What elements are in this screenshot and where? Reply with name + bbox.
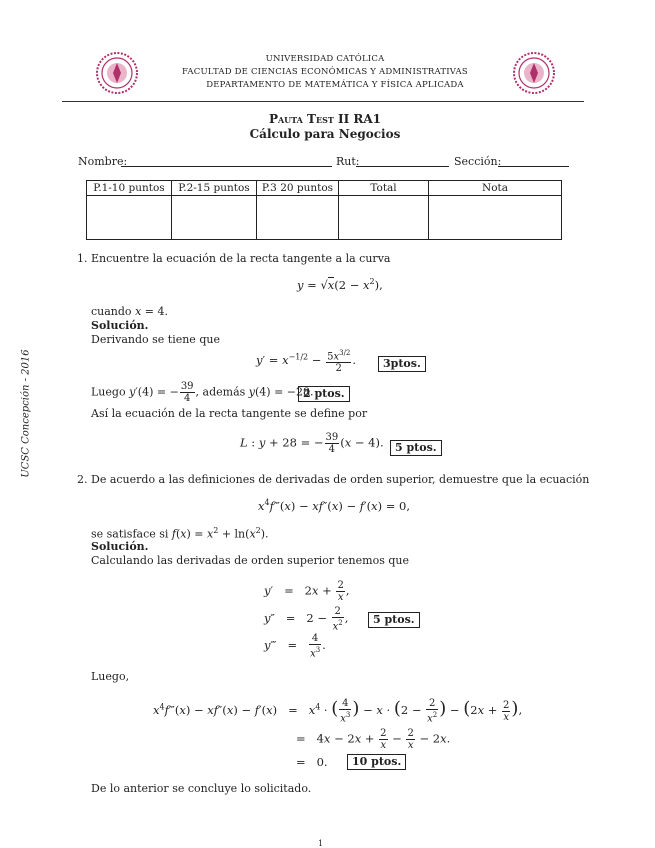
- q2-second-derivative: y″ = 2 − $\frac{2}{x^2}$ ,: [264, 606, 349, 633]
- q1-points-5: 5 ptos.: [390, 440, 442, 456]
- q1-derivative: $y' = x^{-1/2}$ − $\frac{5x^{3/2}}{2}$ .: [256, 349, 357, 375]
- q1-points-3: 3ptos.: [378, 356, 426, 372]
- rut-field[interactable]: [356, 166, 449, 167]
- q1-values: Luego y′(4) = − $\frac{39}{4}$ , además y(4) = −28.: [91, 381, 314, 404]
- q2-points-5: 5 ptos.: [368, 612, 420, 628]
- q2-number: 2.: [77, 473, 88, 486]
- q2-substitution-line3: = 0.: [296, 755, 328, 769]
- rut-label: Rut:: [336, 155, 360, 168]
- name-field[interactable]: [121, 166, 332, 167]
- q1-statement: Encuentre la ecuación de la recta tangente a la curva: [91, 252, 391, 265]
- section-field[interactable]: [498, 166, 569, 167]
- university-seal-left-icon: [95, 51, 139, 95]
- q1-when: cuando x = 4.: [91, 305, 168, 318]
- q2-substitution-line2: = 4x − 2x + $\frac{2}{x}$ − $\frac{2}{x}$ − 2x.: [296, 728, 451, 751]
- q2-luego: Luego,: [91, 670, 130, 683]
- q1-asi: Así la ecuación de la recta tangente se define por: [91, 407, 368, 420]
- name-label: Nombre:: [78, 155, 128, 168]
- header-divider: [62, 101, 584, 102]
- q1-curve-equation: $y = √x(2 - x^2)$,: [297, 277, 383, 292]
- page-number: 1: [318, 839, 324, 848]
- header-university: UNIVERSIDAD CATÓLICA: [265, 54, 385, 64]
- q2-conclusion: De lo anterior se concluye lo solicitado.: [91, 782, 312, 795]
- q2-solution-label: Solución.: [91, 540, 149, 553]
- university-seal-right-icon: [512, 51, 556, 95]
- q1-points-2: 2 ptos.: [298, 386, 350, 402]
- q2-calculando: Calculando las derivadas de orden superior tenemos que: [91, 554, 409, 567]
- grade-header-p2: P.2-15 puntos: [172, 181, 257, 196]
- q1-solution-label: Solución.: [91, 319, 149, 332]
- section-label: Sección:: [454, 155, 502, 168]
- q2-points-10: 10 ptos.: [347, 754, 406, 770]
- grade-header-nota: Nota: [429, 181, 562, 196]
- grade-cell-p1[interactable]: [87, 196, 172, 240]
- q1-derivando: Derivando se tiene que: [91, 333, 220, 346]
- header-faculty: FACULTAD DE CIENCIAS ECONÓMICAS Y ADMINISTRATIVAS: [182, 67, 468, 77]
- q2-first-derivative: y′ = 2x + $\frac{2}{x}$ ,: [264, 580, 350, 603]
- page-title: Pauta Test II RA1: [268, 112, 382, 126]
- q2-condition: se satisface si $f(x) = x^2 + \ln(x^2)$.: [91, 526, 269, 541]
- q1-number: 1.: [77, 252, 88, 265]
- q2-statement: De acuerdo a las definiciones de derivadas de orden superior, demuestre que la ecuación: [91, 473, 590, 486]
- grade-cell-nota[interactable]: [429, 196, 562, 240]
- page-subtitle: Cálculo para Negocios: [249, 127, 401, 141]
- grade-cell-total[interactable]: [339, 196, 429, 240]
- grade-header-p1: P.1-10 puntos: [87, 181, 172, 196]
- grade-header-p3: P.3 20 puntos: [257, 181, 339, 196]
- q2-equation: $x^4f‴(x) - xf''(x) - f'(x) = 0$,: [258, 498, 411, 513]
- grade-header-total: Total: [339, 181, 429, 196]
- q2-third-derivative: y‴ = $\frac{4}{x^3}$ .: [264, 633, 326, 660]
- grade-cell-p2[interactable]: [172, 196, 257, 240]
- grade-table: [86, 180, 562, 240]
- header-department: DEPARTAMENTO DE MATEMÁTICA Y FÍSICA APLICADA: [206, 80, 464, 90]
- grade-cell-p3[interactable]: [257, 196, 339, 240]
- q2-substitution-line1: $x^4f‴(x) - xf''(x) - f'(x) = x^4$ · ( $\frac{4}{x^3}$ ) − x · (2 − $\frac{2}{x^2}$ ) − (2x + $\frac{2}{x}$ ),: [153, 698, 523, 725]
- q1-tangent-line: L : y + 28 = − $\frac{39}{4}$ (x − 4).: [240, 432, 384, 455]
- side-watermark: UCSC Concepción - 2016: [20, 349, 32, 478]
